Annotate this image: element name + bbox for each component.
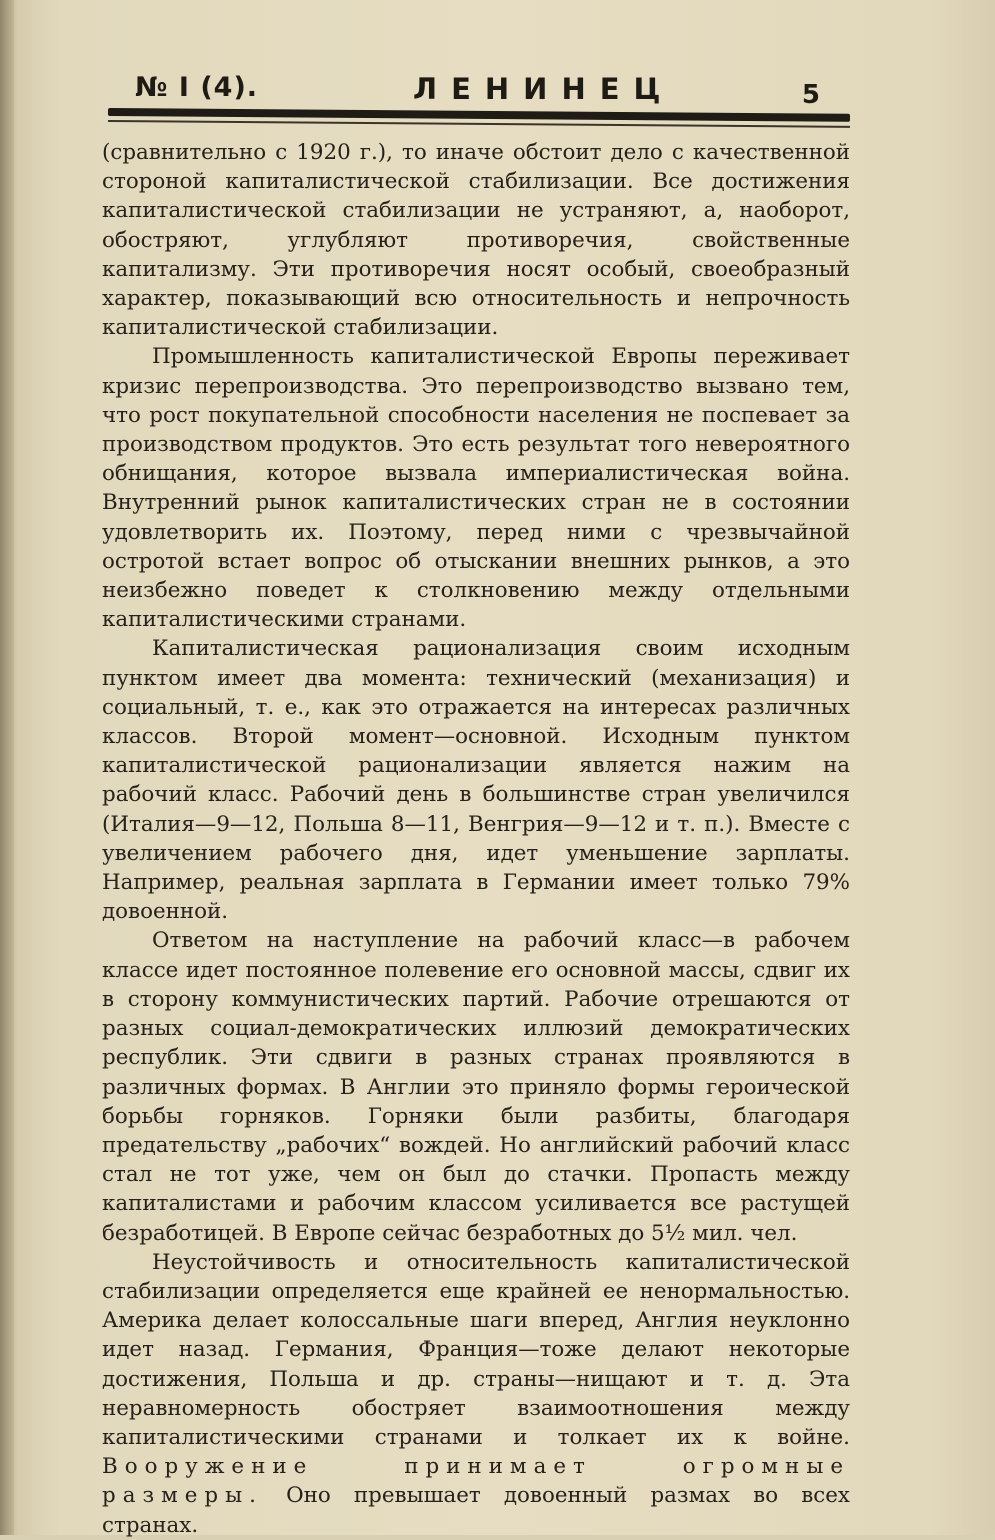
paragraph-1: (сравнительно с 1920 г.), то иначе обстоит дело с качественной стороной капиталистической стабилизации. Все достижения капиталистической стабилизации не устраняют, а, наоборот, обостряют, углубляют противоречия, свойственные капитализму. Эти противоречия носят особый, своеобразный характер, показывающий всю относительность и непрочность капиталистической стабилизации. (102, 140, 850, 341)
page-spine-shadow (0, 0, 14, 1535)
issue-number: № I (4). (135, 72, 259, 103)
paragraph-2: Промышленность капиталистической Европы переживает кризис перепроизводства. Это перепроизводство вызвано тем, что рост покупательной способности населения не поспевает за производством продуктов. Это есть результат того невероятного обнищания, которое вызвала империалистическая война. Внутренний рынок капиталистических стран не в состоянии удовлетворить их. Поэтому, перед ними с чрезвычайной остротой встает вопрос об отыскании внешних рынков, а это неизбежно поведет к столкновению между отдельными капиталистическими странами. (102, 344, 850, 633)
header-rule-thin (108, 120, 850, 128)
paragraph-5 (102, 1248, 850, 1540)
running-header (135, 72, 850, 112)
paragraph-4: Ответом на наступление на рабочий класс—в рабочем классе идет постоянное полевение его основной массы, сдвиг их в сторону коммунистических партий. Рабочие отрешаются от разных социал-демократических иллюзий демократических республик. Эти сдвиги в разных странах проявляются в различных формах. В Англии это приняло формы героической борьбы горняков. Горняки были разбиты, благодаря предательству „рабочих“ вождей. Но английский рабочий класс стал не тот уже, чем он был до стачки. Пропасть между капиталистами и рабочим классом усиливается все растущей безработицей. В Европе сейчас безработных до 5½ мил. чел. (102, 928, 850, 1246)
page-number: 5 (801, 80, 820, 110)
paragraph-3: Капиталистическая рационализация своим исходным пунктом имеет два момента: технический (механизация) и социальный, т. е., как это отражается на интересах различных классов. Второй момент—основной. Исходным пунктом капиталистической рационализации является нажим на рабочий класс. Рабочий день в большинстве стран увеличился (Италия—9—12, Польша 8—11, Венгрия—9—12 и т. п.). Вместе с увеличением рабочего дня, идет уменьшение зарплаты. Например, реальная зарплата в Германии имеет только 79% довоенной. (102, 636, 850, 925)
paragraph-5-start: Неустойчивость и относительность капиталистической стабилизации определяется еще крайней ее ненормальностью. Америка делает колоссальные шаги вперед, Англия неуклонно идет назад. Германия, Франция—тоже делают некоторые достижения, Польша и др. страны—нищают и т. д. Эта неравномерность обостряет взаимоотношения между капиталистическими странами и толкает их к войне. (102, 1249, 850, 1450)
article-body (102, 138, 850, 1540)
journal-title: ЛЕНИНЕЦ (413, 72, 675, 106)
spaced-emphasis: Вооружение принимает огромные размеры. (102, 1454, 850, 1509)
paragraph-5-end: Оно превышает довоенный размах во всех странах. (102, 1483, 850, 1538)
